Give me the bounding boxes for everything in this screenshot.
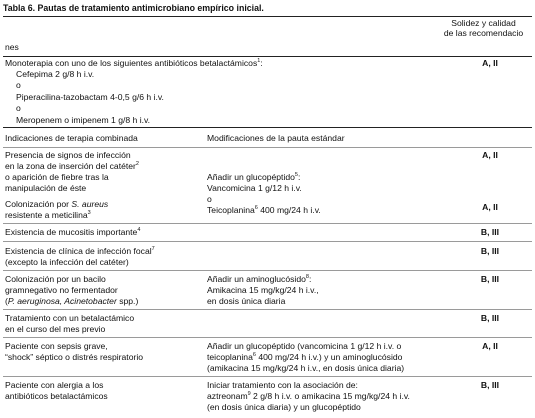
row5-indication-line3: (P. aeruginosa, Acinetobacter spp.)	[5, 296, 139, 306]
monotherapy-or-1: o	[16, 80, 21, 90]
column-header-indications: Indicaciones de terapia combinada	[5, 133, 138, 143]
row1-indication-line3: o aparición de fiebre tras la	[5, 172, 109, 182]
row1-grade: A, II	[482, 150, 498, 160]
monotherapy-grade: A, II	[482, 58, 498, 68]
row8-modification-line2: aztreonam$^9$ 2 g/8 h i.v. o amikacina 15 mg/kg/24 h i.v.	[207, 391, 410, 401]
row1-modification-line3: o	[207, 194, 212, 204]
monotherapy-option-3: Meropenem o imipenem 1 g/8 h i.v.	[16, 115, 151, 125]
section-rule	[3, 127, 532, 128]
column-header-modifications: Modificaciones de la pauta estándar	[207, 133, 345, 143]
row-rule-6	[3, 337, 532, 338]
row7-modification-line3: (amikacina 15 mg/kg/24 h i.v., en dosis única diaria)	[207, 363, 405, 373]
monotherapy-or-2: o	[16, 103, 21, 113]
row8-modification-line1: Iniciar tratamiento con la asociación de:	[207, 380, 358, 390]
row1-indication-line1: Presencia de signos de infección	[5, 150, 131, 160]
row5-grade: B, III	[480, 274, 500, 284]
row2-indication-line2: resistente a meticilina$^3$	[5, 210, 91, 220]
row1-indication-line4: manipulación de éste	[5, 183, 87, 193]
monotherapy-label: Monoterapia con uno de los siguientes antibióticos betalactámicos$^1$:	[5, 58, 263, 68]
header-left-fragment: nes	[5, 42, 19, 52]
header-grade-line2: de las recomendacio	[443, 28, 524, 39]
monotherapy-option-1: Cefepima 2 g/8 h i.v.	[16, 69, 95, 79]
row7-grade: A, II	[482, 341, 498, 351]
row-rule-3	[3, 241, 532, 242]
row6-indication-line2: en el curso del mes previo	[5, 324, 106, 334]
row-rule-2	[3, 223, 532, 224]
row5-indication-line1: Colonización por un bacilo	[5, 274, 106, 284]
row4-indication-line2: (excepto la infección del catéter)	[5, 257, 129, 267]
row7-indication-line2: “shock” séptico o distrés respiratorio	[5, 352, 144, 362]
row8-modification-line3: (en dosis única diaria) y un glucopéptido	[207, 402, 361, 412]
monotherapy-option-2: Piperacilina-tazobactam 4-0,5 g/6 h i.v.	[16, 92, 164, 102]
row5-indication-line2: gramnegativo no fermentador	[5, 285, 118, 295]
column-header-rule	[3, 147, 532, 148]
row4-indication-line1: Existencia de clínica de infección focal$^7$	[5, 246, 155, 256]
row-rule-7	[3, 376, 532, 377]
row7-modification-line1: Añadir un glucopéptido (vancomicina 1 g/12 h i.v. o	[207, 341, 402, 351]
row2-indication-line1: Colonización por S. aureus	[5, 199, 109, 209]
row-rule-4	[3, 270, 532, 271]
row6-grade: B, III	[480, 313, 500, 323]
row7-indication-line1: Paciente con sepsis grave,	[5, 341, 108, 351]
row3-indication-line1: Existencia de mucositis importante$^4$	[5, 227, 141, 237]
row1-modification-line1: Añadir un glucopéptido$^5$:	[207, 172, 301, 182]
row8-indication-line1: Paciente con alergia a los	[5, 380, 104, 390]
row-rule-5	[3, 309, 532, 310]
row7-modification-line2: teicoplanina$^6$ 400 mg/24 h i.v.) y un aminoglucósido	[207, 352, 403, 362]
row3-grade: B, III	[480, 227, 500, 237]
row1-modification-line2: Vancomicina 1 g/12 h i.v.	[207, 183, 302, 193]
header-grade-column	[432, 18, 535, 39]
row2-modification-line1: Teicoplanina$^6$ 400 mg/24 h i.v.	[207, 205, 321, 215]
row5-modification-line3: en dosis única diaria	[207, 296, 286, 306]
row8-grade: B, III	[480, 380, 500, 390]
row5-modification-line2: Amikacina 15 mg/kg/24 h i.v.,	[207, 285, 319, 295]
row8-indication-line2: antibióticos betalactámicos	[5, 391, 108, 401]
row5-modification-line1: Añadir un aminoglucósido$^8$:	[207, 274, 312, 284]
row1-indication-line2: en la zona de inserción del catéter$^2$	[5, 161, 139, 171]
row4-grade: B, III	[480, 246, 500, 256]
table-title: Tabla 6. Pautas de tratamiento antimicrobiano empírico inicial.	[3, 3, 264, 13]
row6-indication-line1: Tratamiento con un betalactámico	[5, 313, 135, 323]
row2-grade: A, II	[482, 202, 498, 212]
header-grade-line1: Solidez y calidad	[451, 18, 516, 28]
